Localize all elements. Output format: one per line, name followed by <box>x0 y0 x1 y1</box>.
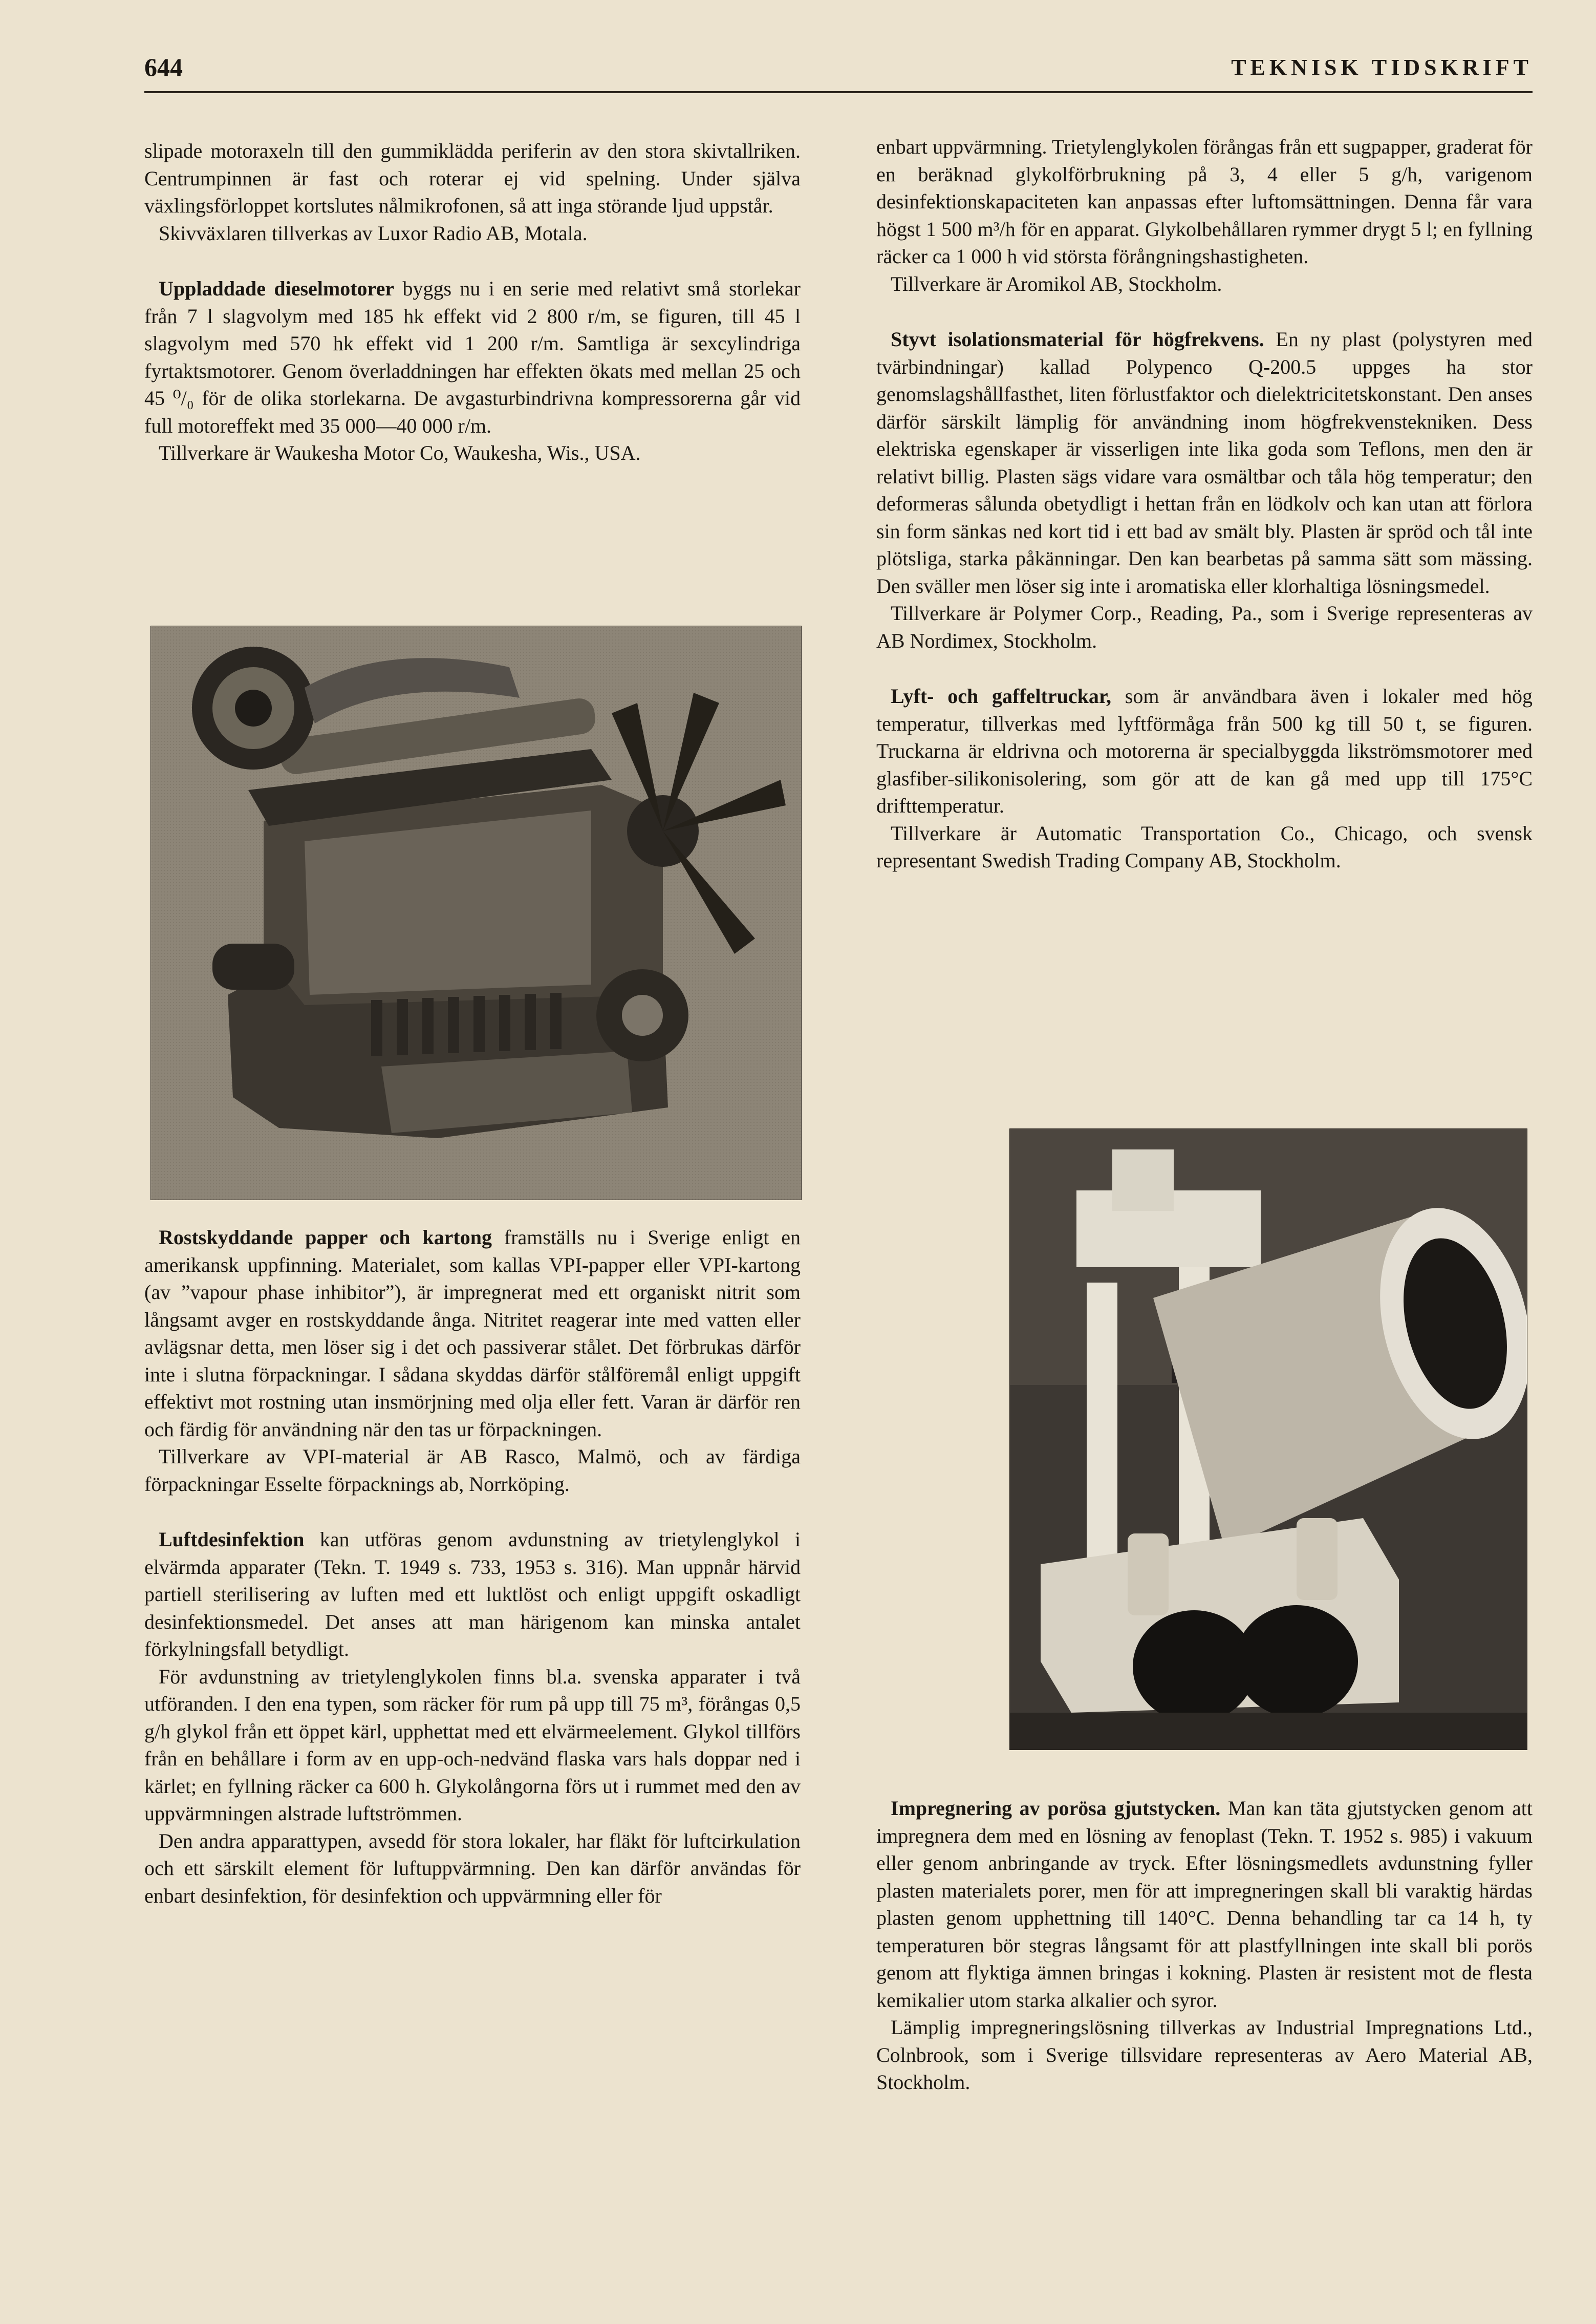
diesel-heading: Uppladdade dieselmotorer <box>159 277 395 300</box>
plastic-article <box>876 326 1533 600</box>
diesel-article <box>144 275 801 439</box>
truck-article <box>876 683 1533 820</box>
forklift-illustration <box>1010 1129 1527 1750</box>
air-body: kan utföras genom avdunstning av trietylenglykol i elvärmda apparater (Tekn. T. 1949 s. 733, 1953 s. 316). Man uppnår härvid partiell sterilisering av luften med ett luktlöst och enligt uppgift oskadligt desinfektionsmedel. Det anses att man härigenom kan minska antalet förkylningsfall betydligt. <box>144 1528 801 1660</box>
impregnation-body: Man kan täta gjutstycken genom att impregnera dem med en lösning av fenoplast (Tekn. T. 1952 s. 985) i vakuum eller genom anbringande av tryck. Efter lösningsmedlets avdunstning fyller plasten materialets porer, men för att impregneringen skall bli varaktig härdas plasten genom upphettning till 140°C. Denna behandling tar ca 14 h, ty temperaturen bör stegras långsamt för att plastfyllningen inte skall bli porös genom att flyktiga ämnen bringas i kokning. Plasten är resistent mot de flesta kemikalier utom starka alkalier och syror. <box>876 1797 1533 2012</box>
page-number: 644 <box>144 53 183 81</box>
rust-maker: Tillverkare av VPI-material är AB Rasco, Malmö, och av färdiga förpackningar Esselte förpacknings ab, Norrköping. <box>144 1445 801 1496</box>
left-column-top <box>144 137 801 467</box>
engine-illustration <box>151 626 801 1200</box>
air-heading: Luftdesinfektion <box>159 1528 305 1551</box>
air-article <box>144 1526 801 1663</box>
air-maker: Tillverkare är Aromikol AB, Stockholm. <box>891 272 1222 295</box>
air-paragraph-3: Den andra apparattypen, avsedd för stora lokaler, har fläkt för luftcirkulation och ett särskilt element för luftuppvärmning. Den kan därför användas för enbart desinfektion, för desinfektion och uppvärmning eller för <box>144 1829 801 1907</box>
rust-body: framställs nu i Sverige enligt en amerikansk uppfinning. Materialet, som kallas VPI-papper eller VPI-kartong (av ”vapour phase inhibitor”), är impregnerat med ett organiskt nitrit som långsamt avger en rostskyddande ånga. Nitritet reagerar inte med vatten eller avlägsnar detta, men löser sig i det och passiverar stålet. Det förbrukas därför inte i slutna förpackningar. I sådana skyddas därför stålföremål enligt uppgift effektivt mot rostning utan insmörjning med olja eller fett. Varan är därför ren och färdig för användning när den tas ur förpackningen. <box>144 1226 801 1441</box>
left-column-bottom <box>144 1224 801 1909</box>
truck-maker: Tillverkare är Automatic Transportation Co., Chicago, och svensk representant Swedish Trading Company AB, Stockholm. <box>876 821 1533 872</box>
plastic-maker: Tillverkare är Polymer Corp., Reading, Pa., som i Sverige representeras av AB Nordimex, Stockholm. <box>876 602 1533 652</box>
plastic-heading: Styvt isolationsmaterial för högfrekvens. <box>891 328 1264 351</box>
truck-body: som är användbara även i lokaler med hög temperatur, tillverkas med lyftförmåga från 500 kg till 50 t, se figuren. Truckarna är eldrivna och motorerna är specialbyggda likströmsmotorer med glasfiber-silikonisolering, som gör att de kan gå med upp till 175°C drifttemperatur. <box>876 685 1533 817</box>
impregnation-article <box>876 1795 1533 2014</box>
diesel-body: byggs nu i en serie med relativt små storlekar från 7 l slagvolym med 185 hk effekt vid 2 800 r/m, se figuren, till 45 l slagvolym med 570 hk effekt vid 1 200 r/m. Samtliga är sexcylindriga fyrtaktsmotorer. Genom överladdningen har effekten ökats med mellan 25 och 45 ⁰/₀ för de olika storlekarna. De avgasturbindrivna kompressorerna går vid full motoreffekt med 35 000—40 000 r/m. <box>144 277 801 437</box>
forklift-photo <box>1009 1128 1527 1750</box>
impregnation-heading: Impregnering av porösa gjutstycken. <box>891 1797 1221 1820</box>
right-column-bottom <box>876 1795 1533 2096</box>
journal-title: TEKNISK TIDSKRIFT <box>1231 55 1533 80</box>
plastic-body: En ny plast (polystyren med tvärbindningar) kallad Polypenco Q-200.5 uppges ha stor genomslagshållfasthet, liten förlustfaktor och dielektricitetskonstant. Den anses därför särskilt lämplig för användning inom högfrekvenstekniken. Dess elektriska egenskaper är visserligen inte lika goda som Teflons, men den är relativt billig. Plasten sägs vidare vara osmältbar och tåla hög temperatur; den deformeras sålunda obetydligt i hettan från en lödkolv och kan utan att förlora sin form sänkas ned kort tid i ett bad av smält bly. Plasten är spröd och tål inte plötsliga, starka påkänningar. Den kan bearbetas på samma sätt som mässing. Den sväller men löser sig inte i aromatiska eller klorhaltiga lösningsmedel. <box>876 328 1533 598</box>
diesel-maker: Tillverkare är Waukesha Motor Co, Waukesha, Wis., USA. <box>159 441 641 464</box>
right-column-top <box>876 133 1533 875</box>
page-header <box>144 52 1533 88</box>
rust-heading: Rostskyddande papper och kartong <box>159 1226 492 1249</box>
engine-photo <box>150 626 802 1200</box>
record-changer-text: slipade motoraxeln till den gummiklädda periferin av den stora skivtallriken. Centrumpinnen är fast och roterar ej vid spelning. Under själva växlingsförloppet kortslutes nålmikrofonen, så att inga störande ljud uppstår. <box>144 139 801 217</box>
impregnation-maker: Lämplig impregneringslösning tillverkas av Industrial Impregnations Ltd., Colnbrook, som i Sverige tillsvidare representeras av Aero Material AB, Stockholm. <box>876 2016 1533 2094</box>
truck-heading: Lyft- och gaffeltruckar, <box>891 685 1111 708</box>
rust-article <box>144 1224 801 1443</box>
air-paragraph-2: För avdunstning av trietylenglykolen finns bl.a. svenska apparater i två utföranden. I den ena typen, som räcker för rum på upp till 75 m³, förångas 0,5 g/h glykol från ett öppet kärl, upphettat med ett elvärmeelement. Glykol tillförs från en behållare i form av en upp-och-nedvänd flaska vars hals doppar ned i kärlet; en fyllning räcker ca 600 h. Glykolångorna förs ut i rummet med den av uppvärmningen alstrade luftströmmen. <box>144 1665 801 1825</box>
air-continuation: enbart uppvärmning. Trietylenglykolen förångas från ett sugpapper, graderat för en beräknad glykolförbrukning på 3, 4 eller 5 g/h, varigenom desinfektionskapaciteten kan anpassas efter luftomsättningen. Denna får vara högst 1 500 m³/h för en apparat. Glykolbehållaren rymmer drygt 5 l; en fyllning räcker ca 1 000 h vid största förångningshastigheten. <box>876 135 1533 268</box>
header-rule <box>144 91 1533 93</box>
record-changer-maker: Skivväxlaren tillverkas av Luxor Radio AB, Motala. <box>159 221 588 245</box>
